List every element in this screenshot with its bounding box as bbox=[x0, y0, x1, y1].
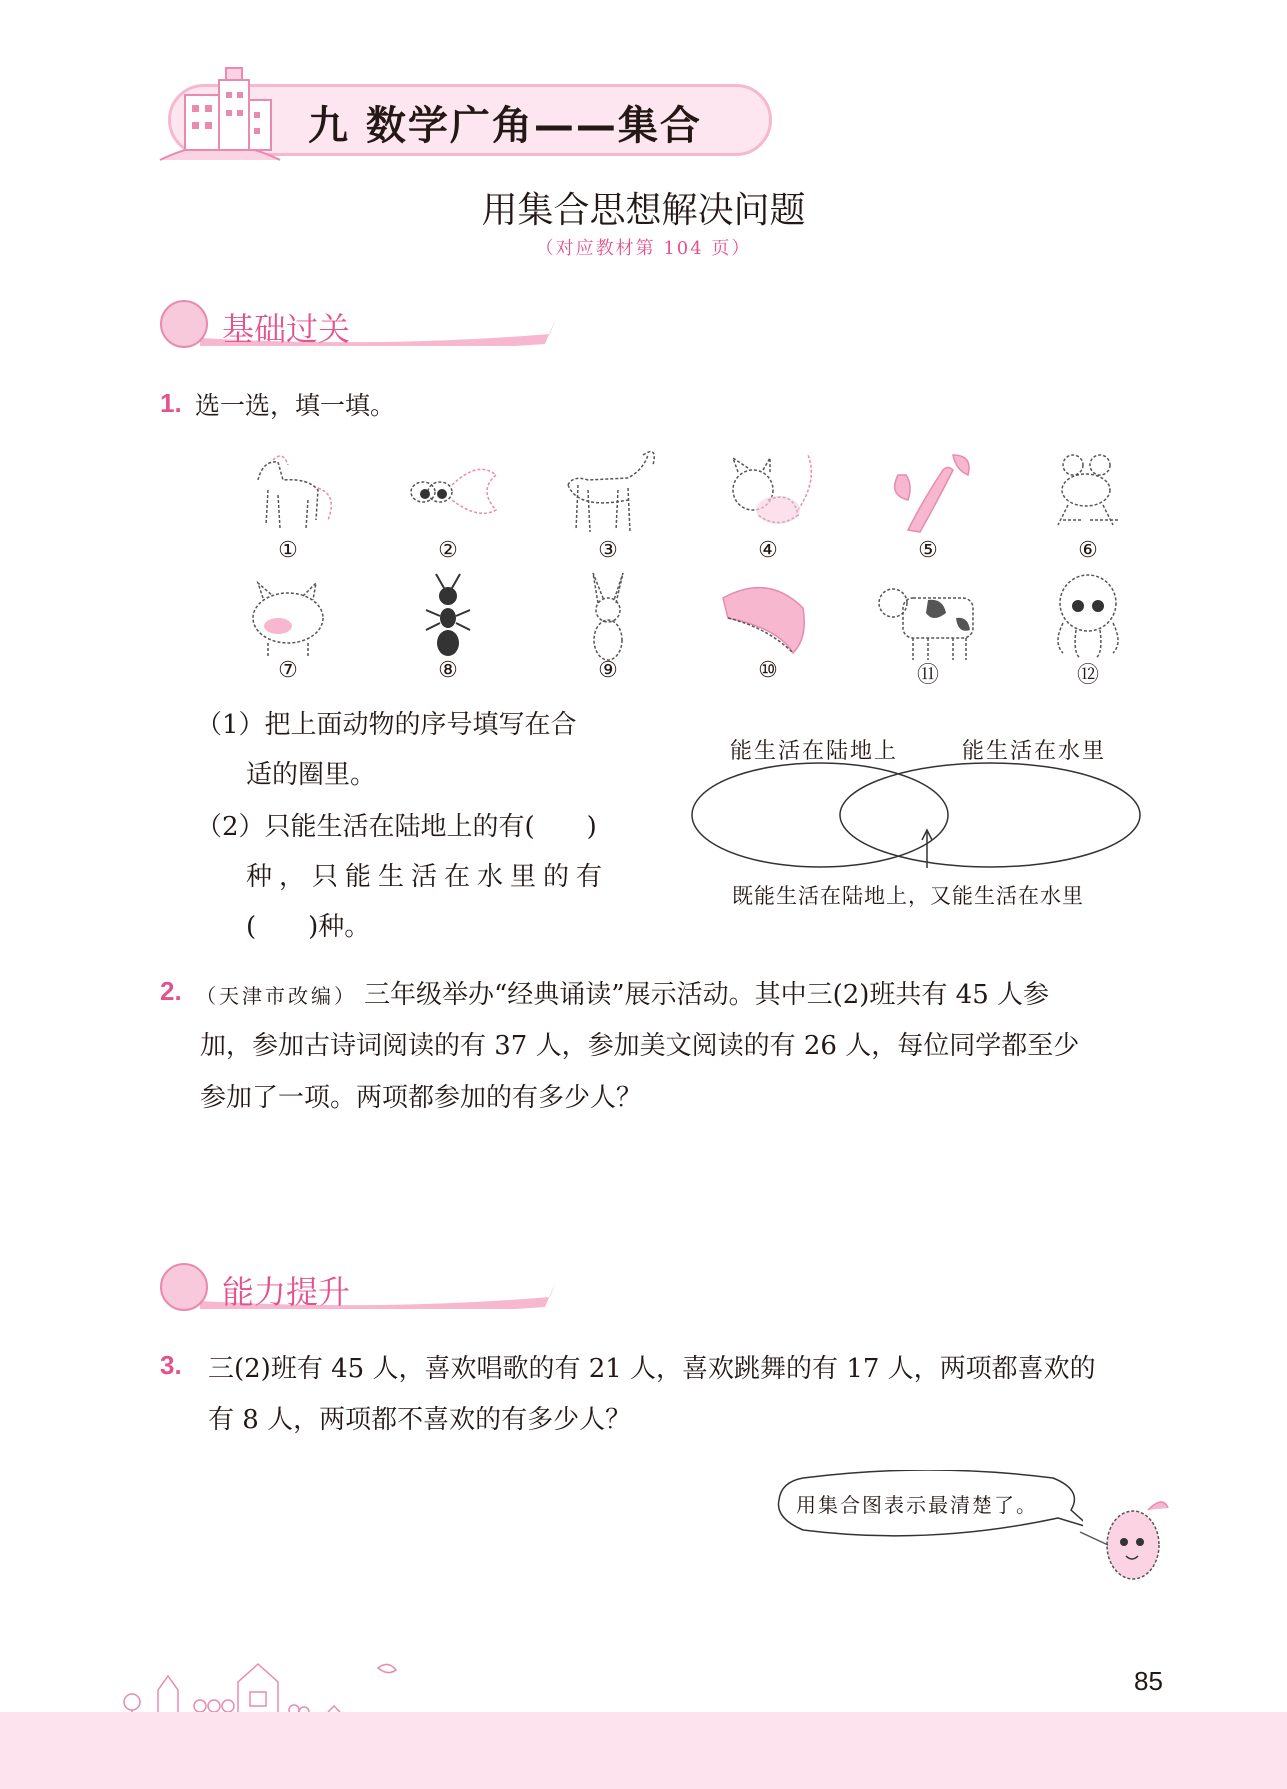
textbook-page-reference: （对应教材第 104 页） bbox=[535, 238, 752, 259]
octopus-icon bbox=[1028, 568, 1148, 668]
question-3-line-1: 三(2)班有 45 人，喜欢唱歌的有 21 人，喜欢跳舞的有 17 人，两项都喜欢的 bbox=[208, 1354, 1096, 1384]
question-2-line-3: 参加了一项。两项都参加的有多少人？ bbox=[200, 1083, 643, 1113]
section-advanced bbox=[160, 1263, 580, 1313]
question-source: （天津市改编） bbox=[196, 984, 357, 1008]
venn-overlap-label: 既能生活在陆地上，又能生活在水里 bbox=[732, 884, 1084, 908]
animal-number: ⑪ bbox=[916, 663, 939, 688]
animal-number: ② bbox=[438, 538, 458, 563]
cow-icon bbox=[868, 568, 988, 668]
venn-left-label: 能生活在陆地上 bbox=[730, 739, 899, 764]
animal-number: ⑩ bbox=[758, 658, 778, 683]
animal-number: ① bbox=[278, 538, 298, 563]
lobster-icon bbox=[868, 440, 988, 540]
whale-icon bbox=[708, 568, 828, 668]
venn-water-circle bbox=[840, 763, 1140, 867]
footer-band bbox=[0, 1712, 1287, 1789]
potato-mascot-icon bbox=[1068, 1490, 1178, 1590]
animal-number: ③ bbox=[598, 538, 618, 563]
page-number: 85 bbox=[1134, 1666, 1163, 1696]
animal-number: ④ bbox=[758, 538, 778, 563]
subquestion-2-line-1: （2）只能生活在陆地上的有( ) bbox=[196, 812, 597, 842]
section-label: 能力提升 bbox=[222, 1273, 351, 1311]
venn-right-label: 能生活在水里 bbox=[962, 739, 1107, 764]
lesson-title: 用集合思想解决问题 bbox=[481, 190, 806, 231]
goldfish-icon bbox=[388, 440, 508, 540]
animal-number: ⑧ bbox=[438, 658, 458, 683]
rabbit-icon bbox=[548, 568, 668, 668]
animal-number: ⑫ bbox=[1076, 663, 1099, 688]
town-skyline-icon bbox=[118, 1640, 438, 1720]
question-number: 1. bbox=[160, 388, 182, 418]
question-prompt: 选一选，填一填。 bbox=[195, 391, 396, 420]
hint-text: 用集合图表示最清楚了。 bbox=[796, 1493, 1038, 1517]
question-number: 2. bbox=[160, 976, 182, 1006]
building-icon bbox=[150, 60, 290, 170]
frog-icon bbox=[1028, 440, 1148, 540]
question-number: 3. bbox=[160, 1350, 182, 1380]
goat-icon bbox=[548, 440, 668, 540]
mouse-icon bbox=[708, 440, 828, 540]
venn-diagram bbox=[690, 760, 1170, 870]
subquestion-1-line-2: 适的圈里。 bbox=[246, 760, 377, 790]
animal-number: ⑦ bbox=[278, 658, 298, 683]
globe-mascot-icon bbox=[160, 300, 208, 348]
chapter-title: 九 数学广角——集合 bbox=[308, 103, 702, 149]
venn-land-circle bbox=[692, 763, 948, 867]
subquestion-1-line-1: （1）把上面动物的序号填写在合 bbox=[196, 710, 577, 740]
pig-icon bbox=[228, 568, 348, 668]
question-3-line-2: 有 8 人，两项都不喜欢的有多少人？ bbox=[208, 1405, 632, 1435]
question-2-line-1: 三年级举办“经典诵读”展示活动。其中三(2)班共有 45 人参 bbox=[364, 980, 1050, 1010]
ant-icon bbox=[388, 568, 508, 668]
animal-number: ⑥ bbox=[1078, 538, 1098, 563]
question-2-line-2: 加，参加古诗词阅读的有 37 人，参加美文阅读的有 26 人，每位同学都至少 bbox=[200, 1031, 1080, 1061]
subquestion-2-line-3: ( )种。 bbox=[246, 912, 371, 942]
animal-number: ⑤ bbox=[918, 538, 938, 563]
section-label: 基础过关 bbox=[222, 310, 351, 348]
section-basic bbox=[160, 300, 580, 350]
animal-number: ⑨ bbox=[598, 658, 618, 683]
subquestion-2-line-2: 种，只能生活在水里的有 bbox=[246, 862, 610, 892]
horse-icon bbox=[228, 440, 348, 540]
teacup-mascot-icon bbox=[160, 1263, 208, 1311]
